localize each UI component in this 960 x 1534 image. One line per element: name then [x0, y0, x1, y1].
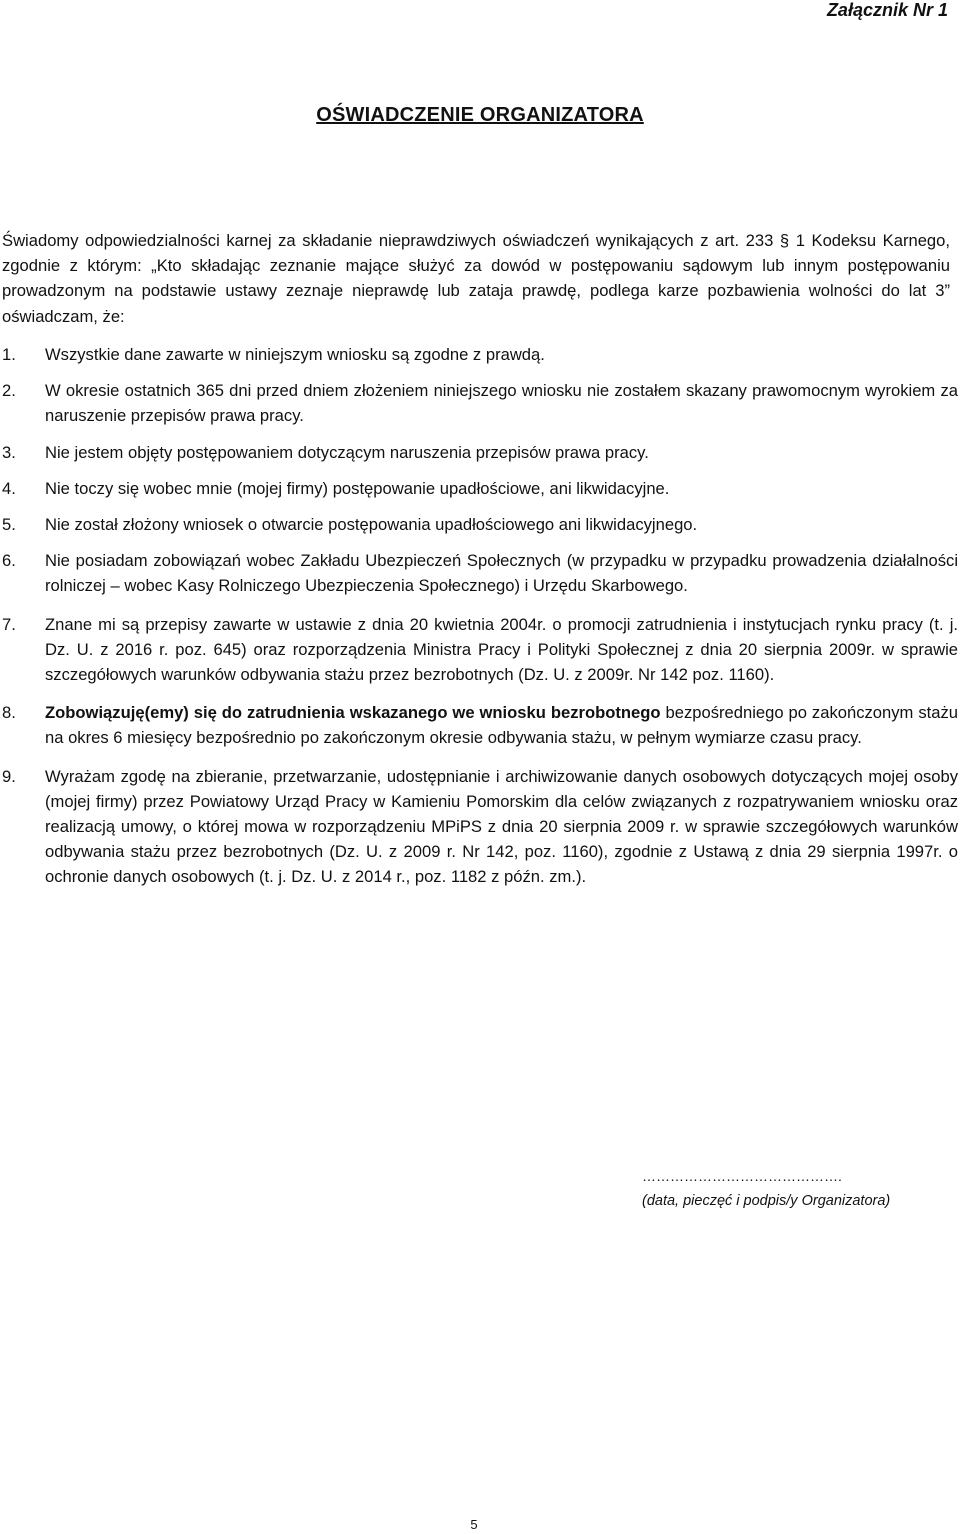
list-item [2, 342, 958, 367]
list-item [2, 512, 958, 537]
declaration-list [2, 342, 958, 903]
item-text: Nie posiadam zobowiązań wobec Zakładu Ubezpieczeń Społecznych (w przypadku w przypadku prowadzenia działalności rolniczej – wobec Kasy Rolniczego Ubezpieczenia Społecznego) i Urzędu Skarbowego. [45, 551, 958, 596]
signature-label: (data, pieczęć i podpis/y Organizatora) [642, 1193, 891, 1209]
list-item [2, 612, 958, 688]
item-number: 4. [2, 478, 16, 498]
item-text: Wyrażam zgodę na zbieranie, przetwarzanie, udostępnianie i archiwizowanie danych osobowych dotyczących mojej osoby (mojej firmy) przez Powiatowy Urząd Pracy w Kamieniu Pomorskim dla celów związanych z rozpatrywaniem wniosku oraz realizacją umowy, o której mowa w rozporządzeniu MPiPS z dnia 20 sierpnia 2009 r. w sprawie szczegółowych warunków odbywania stażu przez bezrobotnych (Dz. U. z 2009 r. Nr 142, poz. 1160), zgodnie z Ustawą z dnia 29 sierpnia 1997r. o ochronie danych osobowych (t. j. Dz. U. z 2014 r., poz. 1182 z późn. zm.). [45, 766, 958, 887]
item-text: Nie jestem objęty postępowaniem dotyczącym naruszenia przepisów prawa pracy. [45, 442, 649, 462]
intro-paragraph: Świadomy odpowiedzialności karnej za składanie nieprawdziwych oświadczeń wynikających z art. 233 § 1 Kodeksu Karnego, zgodnie z którym: „Kto składając zeznanie mające służyć za dowód w postępowaniu sądowym lub innym postępowaniu prowadzonym na podstawie ustawy zeznaje nieprawdę lub zataja prawdę, podlega karze pozbawienia wolności do lat 3” oświadczam, że: [2, 231, 950, 326]
page-number: 5 [470, 1517, 478, 1532]
annex-label: Załącznik Nr 1 [826, 0, 948, 20]
signature-line: ……………………………………. [642, 1168, 842, 1184]
list-item [2, 378, 958, 428]
item-text: Nie został złożony wniosek o otwarcie postępowania upadłościowego ani likwidacyjnego. [45, 515, 698, 535]
list-item [2, 548, 958, 598]
item-number: 8. [2, 703, 16, 723]
item-text: bezpośredniego po zakończonym stażu na okres 6 miesięcy bezpośrednio po zakończonym okresie odbywania stażu, w pełnym wymiarze czasu pracy. [45, 703, 958, 748]
item-text: Wszystkie dane zawarte w niniejszym wniosku są zgodne z prawdą. [45, 345, 545, 364]
item-text: W okresie ostatnich 365 dni przed dniem złożeniem niniejszego wniosku nie zostałem skazany prawomocnym wyrokiem za naruszenie przepisów prawa pracy. [45, 381, 958, 426]
item-number: 6. [2, 551, 16, 571]
item-number: 2. [2, 381, 16, 401]
item-text: Znane mi są przepisy zawarte w ustawie z dnia 20 kwietnia 2004r. o promocji zatrudnienia i instytucjach rynku pracy (t. j. Dz. U. z 2016 r. poz. 645) oraz rozporządzenia Ministra Pracy i Polityki Społecznej z dnia 20 sierpnia 2009r. w sprawie szczegółowych warunków odbywania stażu przez bezrobotnych (Dz. U. z 2009r. Nr 142 poz. 1160). [45, 614, 958, 685]
item-number: 3. [2, 442, 16, 462]
list-item [2, 476, 958, 501]
list-item [2, 700, 958, 750]
item-bold-text: Zobowiązuję(emy) się do zatrudnienia wskazanego we wniosku bezrobotnego [45, 703, 661, 723]
list-item [2, 764, 958, 890]
document-title: OŚWIADCZENIE ORGANIZATORA [316, 104, 644, 126]
item-number: 5. [2, 515, 16, 535]
item-number: 7. [2, 614, 16, 634]
item-number: 9. [2, 766, 16, 786]
item-number: 1. [2, 345, 16, 364]
item-text: Nie toczy się wobec mnie (mojej firmy) postępowanie upadłościowe, ani likwidacyjne. [45, 478, 670, 498]
list-item [2, 440, 958, 465]
